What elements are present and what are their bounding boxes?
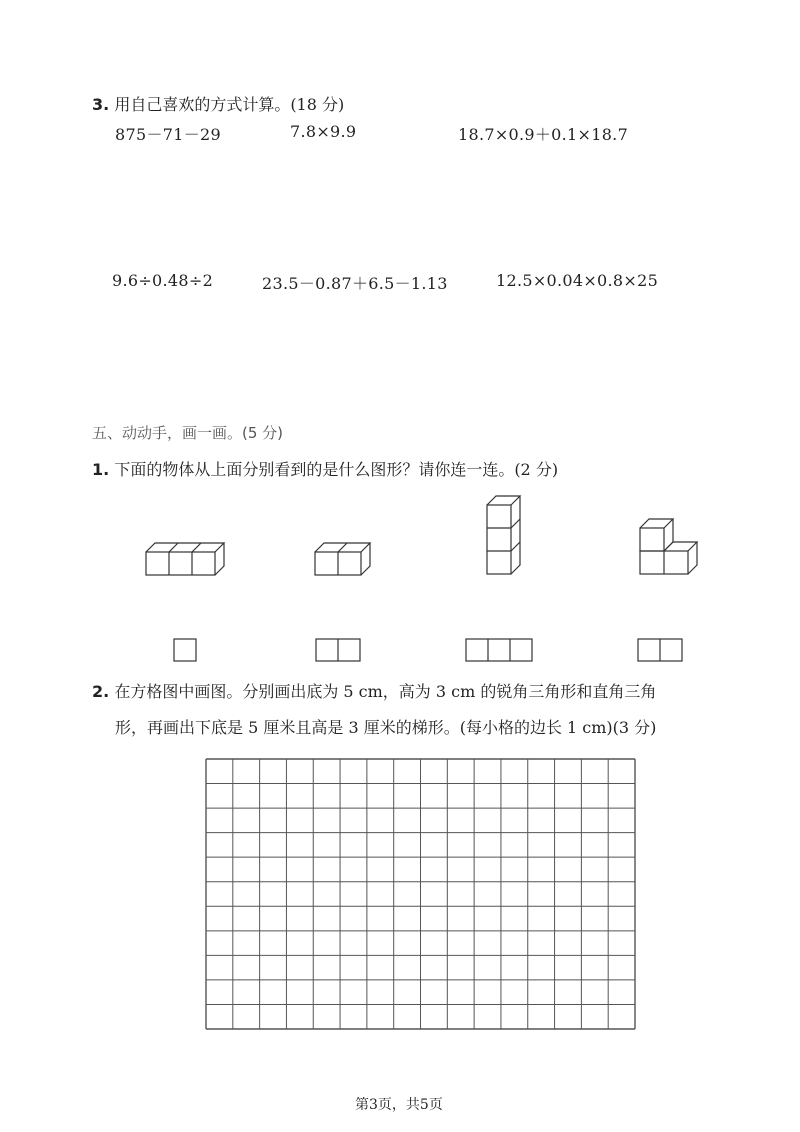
q3-expr-1: 875－71－29 <box>115 125 221 144</box>
q3-expr-5: 23.5－0.87＋6.5－1.13 <box>262 274 448 293</box>
q3-expr-4: 9.6÷0.48÷2 <box>112 271 214 290</box>
q3-number: 3. <box>92 95 110 114</box>
q3-text: 用自己喜欢的方式计算。(18 分) <box>114 95 345 114</box>
q1-number: 1. <box>92 460 110 479</box>
q2-line1: 在方格图中画图。分别画出底为 5 cm，高为 3 cm 的锐角三角形和直角三角 <box>114 682 657 701</box>
q3-expr-6: 12.5×0.04×0.8×25 <box>496 271 659 290</box>
q3-expr-2: 7.8×9.9 <box>290 122 357 141</box>
section5-title: 五、动动手，画一画。(5 分) <box>92 424 284 442</box>
q2-line2: 形，再画出下底是 5 厘米且高是 3 厘米的梯形。(每小格的边长 1 cm)(3 分) <box>115 718 657 737</box>
q3-expr-3: 18.7×0.9＋0.1×18.7 <box>458 125 629 144</box>
page-footer: 第3页，共5页 <box>355 1097 443 1113</box>
q2-number: 2. <box>92 682 110 701</box>
q1-text: 下面的物体从上面分别看到的是什么图形？请你连一连。(2 分) <box>114 460 559 479</box>
